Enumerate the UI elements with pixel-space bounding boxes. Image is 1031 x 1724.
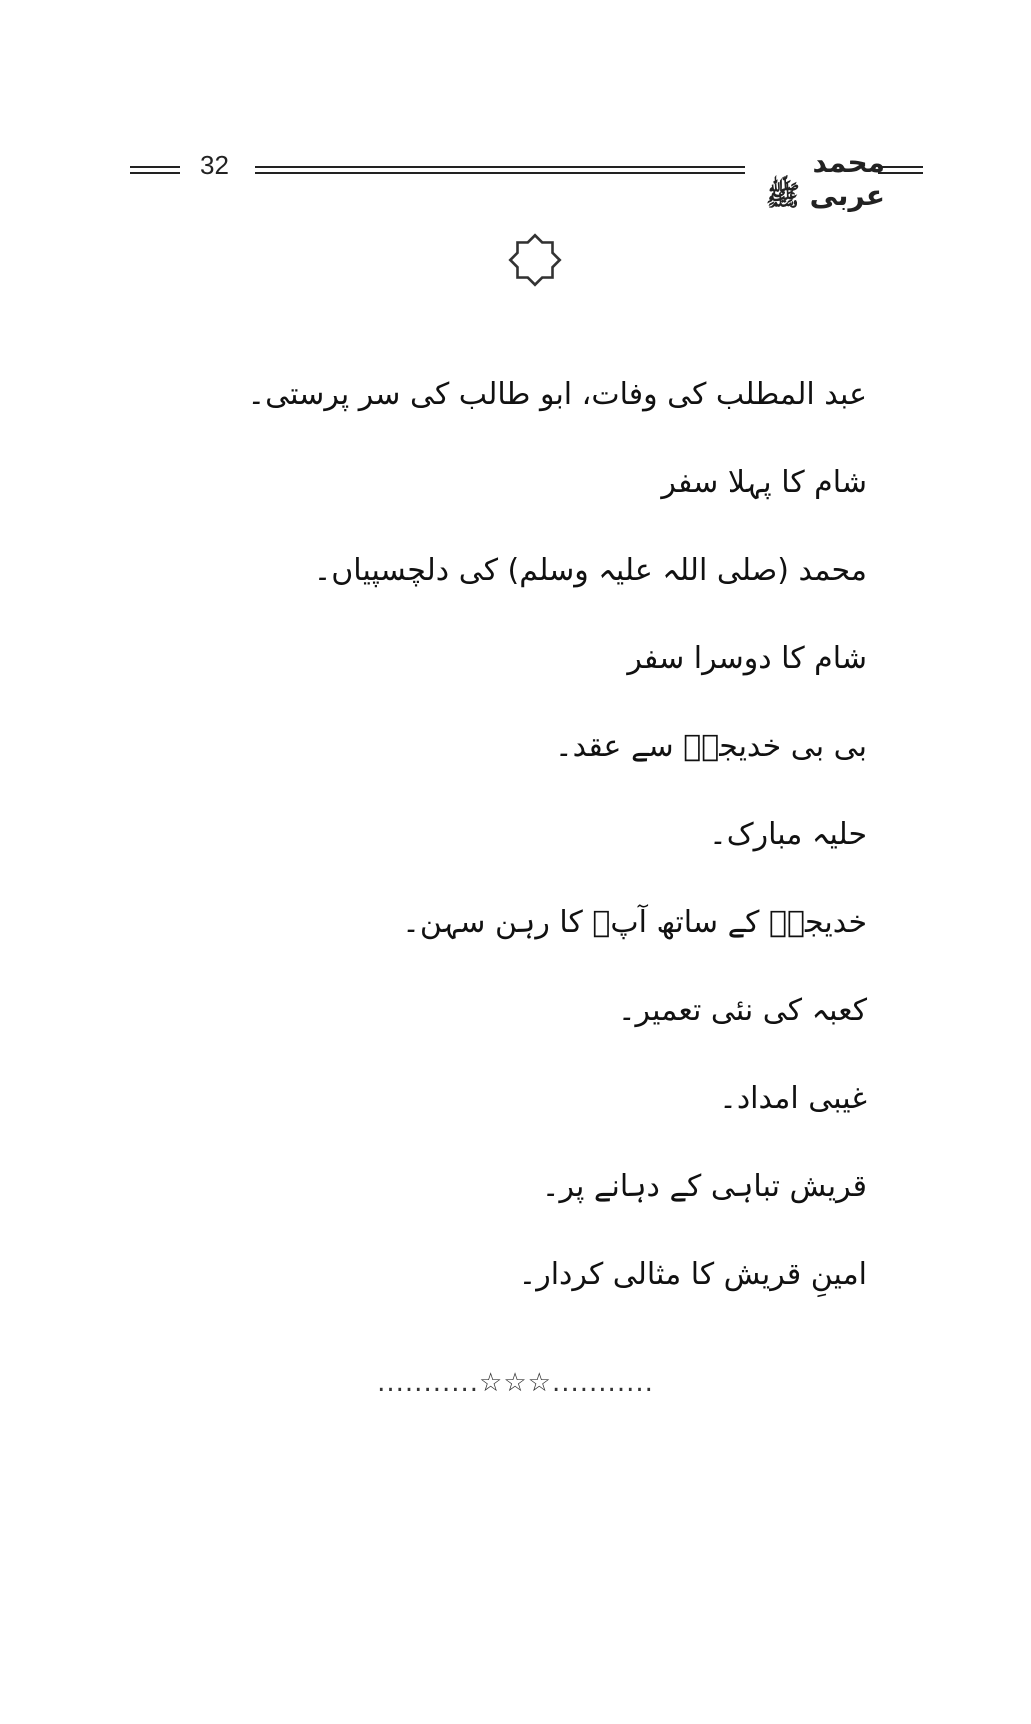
eight-point-star-ornament-icon — [505, 230, 565, 290]
list-item: حلیہ مبارک۔ — [709, 817, 867, 852]
list-item: کعبہ کی نئی تعمیر۔ — [617, 993, 867, 1028]
list-item: شام کا پہلا سفر — [661, 465, 867, 500]
list-item: عبد المطلب کی وفات، ابو طالب کی سر پرستی۔ — [247, 377, 867, 412]
list-item: قریش تباہی کے دہانے پر۔ — [541, 1169, 867, 1204]
running-title: محمد عربی ﷺ — [766, 146, 885, 212]
section-end-stars: ...........☆☆☆........... — [377, 1368, 654, 1398]
list-item: امینِ قریش کا مثالی کردار۔ — [518, 1257, 867, 1292]
list-item: شام کا دوسرا سفر — [627, 641, 867, 676]
page-header — [0, 0, 1031, 212]
page-number: 32 — [200, 150, 229, 180]
header-rule-right — [878, 166, 923, 168]
header-rule-middle — [255, 166, 745, 168]
list-item: غیبی امداد۔ — [719, 1081, 867, 1116]
header-rule-left — [130, 166, 180, 168]
list-item: محمد (صلی اللہ علیہ وسلم) کی دلچسپیاں۔ — [313, 553, 867, 588]
list-item: خدیجہؓ کے ساتھ آپؐ کا رہن سہن۔ — [402, 905, 867, 940]
list-item: بی بی خدیجہؓ سے عقد۔ — [555, 729, 867, 764]
contents-list — [167, 375, 867, 1343]
